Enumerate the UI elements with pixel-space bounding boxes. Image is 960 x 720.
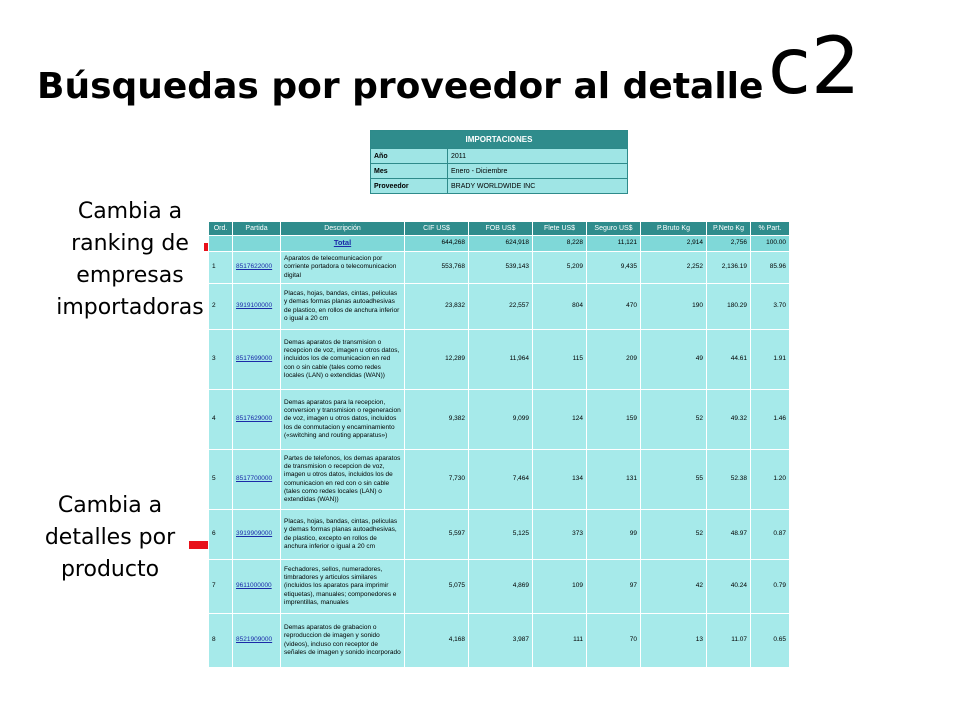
cell-cif: 5,075 — [405, 560, 469, 614]
note-line: empresas — [76, 263, 184, 288]
cell-ord: 7 — [209, 560, 233, 614]
note-ranking — [40, 196, 220, 324]
summary-value: 2011 — [448, 149, 628, 164]
cell-neto: 48.97 — [707, 510, 751, 560]
cell-fob: 3,987 — [469, 614, 533, 668]
cell-part: 0.65 — [751, 614, 790, 668]
cell-seguro: 131 — [587, 450, 641, 510]
table-row — [209, 450, 790, 510]
total-fob: 624,918 — [469, 236, 533, 252]
cell-ord: 6 — [209, 510, 233, 560]
cell-neto: 52.38 — [707, 450, 751, 510]
cell-cif: 5,597 — [405, 510, 469, 560]
column-header: Seguro US$ — [587, 222, 641, 236]
cell-neto: 2,136.19 — [707, 252, 751, 284]
note-line: detalles por — [44, 525, 176, 550]
cell-bruto: 49 — [641, 330, 707, 390]
table-row — [209, 330, 790, 390]
cell-fob: 11,964 — [469, 330, 533, 390]
total-cif: 644,268 — [405, 236, 469, 252]
partida-link[interactable]: 8521909000 — [233, 614, 281, 668]
cell-flete: 373 — [533, 510, 587, 560]
summary-label: Año — [371, 149, 448, 164]
partida-link[interactable]: 8517700000 — [233, 450, 281, 510]
cell-flete: 5,209 — [533, 252, 587, 284]
cell-flete: 109 — [533, 560, 587, 614]
cell-cif: 7,730 — [405, 450, 469, 510]
table-row — [209, 560, 790, 614]
summary-row — [371, 149, 628, 164]
total-row — [209, 236, 790, 252]
cell-seguro: 70 — [587, 614, 641, 668]
partida-link[interactable]: 8517629000 — [233, 390, 281, 450]
note-line: producto — [60, 557, 160, 582]
partida-link[interactable]: 9611000000 — [233, 560, 281, 614]
column-header: Partida — [233, 222, 281, 236]
partida-link[interactable]: 8517699000 — [233, 330, 281, 390]
cell-fob: 539,143 — [469, 252, 533, 284]
cell-ord: 3 — [209, 330, 233, 390]
cell-desc: Demas aparatos de grabacion o reproduccion de imagen y sonido (videos), incluso con receptor de señales de imagen y sonido incorporado — [281, 614, 405, 668]
partida-link[interactable]: 3919100000 — [233, 284, 281, 330]
cell-seguro: 159 — [587, 390, 641, 450]
cell-seguro: 99 — [587, 510, 641, 560]
cell-flete: 134 — [533, 450, 587, 510]
slide-tag: c2 — [768, 22, 861, 112]
cell-desc: Placas, hojas, bandas, cintas, peliculas y demas formas planas autoadhesivas de plastico, en rollos de anchura inferior o igual a 20 cm — [281, 284, 405, 330]
cell-desc: Demas aparatos para la recepcion, conversion y transmision o regeneracion de voz, imagen u otros datos, incluidos los de conmutacion y encaminamiento («switching and routing apparatus») — [281, 390, 405, 450]
cell-cif: 9,382 — [405, 390, 469, 450]
cell-seguro: 9,435 — [587, 252, 641, 284]
cell-part: 0.79 — [751, 560, 790, 614]
cell-fob: 22,557 — [469, 284, 533, 330]
cell-flete: 115 — [533, 330, 587, 390]
table-row — [209, 510, 790, 560]
column-header: FOB US$ — [469, 222, 533, 236]
summary-table — [370, 130, 628, 194]
table-header-row — [209, 222, 790, 236]
column-header: CIF US$ — [405, 222, 469, 236]
column-header: Descripción — [281, 222, 405, 236]
column-header: Flete US$ — [533, 222, 587, 236]
slide-title: Búsquedas por proveedor al detalle — [37, 66, 764, 107]
cell-part: 1.91 — [751, 330, 790, 390]
cell-part: 3.70 — [751, 284, 790, 330]
cell-desc: Fechadores, sellos, numeradores, timbradores y articulos similares (incluidos los aparatos para imprimir etiquetas), manuales; componedores e imprentillas, manuales — [281, 560, 405, 614]
cell-bruto: 42 — [641, 560, 707, 614]
cell-cif: 23,832 — [405, 284, 469, 330]
table-row — [209, 390, 790, 450]
cell-bruto: 55 — [641, 450, 707, 510]
total-bruto: 2,914 — [641, 236, 707, 252]
cell-seguro: 470 — [587, 284, 641, 330]
cell-part: 85.96 — [751, 252, 790, 284]
column-header: Ord. — [209, 222, 233, 236]
column-header: P.Bruto Kg — [641, 222, 707, 236]
cell-flete: 804 — [533, 284, 587, 330]
cell-part: 1.46 — [751, 390, 790, 450]
summary-label: Mes — [371, 164, 448, 179]
summary-header: IMPORTACIONES — [371, 131, 628, 149]
cell-cif: 553,768 — [405, 252, 469, 284]
note-line: ranking de — [71, 231, 189, 256]
cell-flete: 111 — [533, 614, 587, 668]
cell-cif: 12,289 — [405, 330, 469, 390]
cell-neto: 180.29 — [707, 284, 751, 330]
table-row — [209, 284, 790, 330]
cell-part: 0.87 — [751, 510, 790, 560]
cell-seguro: 97 — [587, 560, 641, 614]
cell-seguro: 209 — [587, 330, 641, 390]
table-row — [209, 252, 790, 284]
cell-bruto: 190 — [641, 284, 707, 330]
note-line: Cambia a — [57, 493, 163, 518]
note-detalles — [30, 490, 190, 586]
cell-fob: 4,869 — [469, 560, 533, 614]
cell-ord: 1 — [209, 252, 233, 284]
cell-flete: 124 — [533, 390, 587, 450]
cell-fob: 9,099 — [469, 390, 533, 450]
summary-row — [371, 164, 628, 179]
cell-desc: Placas, hojas, bandas, cintas, peliculas y demas formas planas autoadhesivas, de plastico, excepto en rollos de anchura inferior o igual a 20 cm — [281, 510, 405, 560]
cell-ord: 5 — [209, 450, 233, 510]
column-header: % Part. — [751, 222, 790, 236]
cell-desc: Aparatos de telecomunicacion por corriente portadora o telecomunicacion digital — [281, 252, 405, 284]
partida-link[interactable]: 3919909000 — [233, 510, 281, 560]
column-header: P.Neto Kg — [707, 222, 751, 236]
cell-desc: Partes de telefonos, los demas aparatos de transmision o recepcion de voz, imagen u otros datos, incluidos los de comunicacion en red con o sin cable (tales como redes locales (LAN) o extendidas (WAN)) — [281, 450, 405, 510]
table-row — [209, 614, 790, 668]
summary-row — [371, 179, 628, 194]
cell-neto: 49.32 — [707, 390, 751, 450]
partida-link[interactable]: 8517622000 — [233, 252, 281, 284]
cell-bruto: 52 — [641, 390, 707, 450]
cell-ord: 8 — [209, 614, 233, 668]
cell-bruto: 2,252 — [641, 252, 707, 284]
cell-neto: 40.24 — [707, 560, 751, 614]
total-link[interactable]: Total — [281, 236, 405, 252]
summary-label: Proveedor — [371, 179, 448, 194]
cell-bruto: 13 — [641, 614, 707, 668]
cell-fob: 7,464 — [469, 450, 533, 510]
cell-ord: 2 — [209, 284, 233, 330]
cell-ord: 4 — [209, 390, 233, 450]
cell-desc: Demas aparatos de transmision o recepcion de voz, imagen u otros datos, incluidos los de comunicacion en red con o sin cable (tales como redes locales (LAN) o extendidas (WAN)) — [281, 330, 405, 390]
cell-fob: 5,125 — [469, 510, 533, 560]
total-neto: 2,756 — [707, 236, 751, 252]
summary-value: BRADY WORLDWIDE INC — [448, 179, 628, 194]
cell-neto: 44.61 — [707, 330, 751, 390]
cell-bruto: 52 — [641, 510, 707, 560]
note-line: Cambia a — [77, 199, 183, 224]
cell-cif: 4,168 — [405, 614, 469, 668]
total-part: 100.00 — [751, 236, 790, 252]
total-flete: 8,228 — [533, 236, 587, 252]
total-seguro: 11,121 — [587, 236, 641, 252]
cell-neto: 11.07 — [707, 614, 751, 668]
cell-part: 1.20 — [751, 450, 790, 510]
note-line: importadoras — [56, 295, 204, 320]
import-detail-table — [208, 221, 790, 668]
summary-value: Enero - Diciembre — [448, 164, 628, 179]
